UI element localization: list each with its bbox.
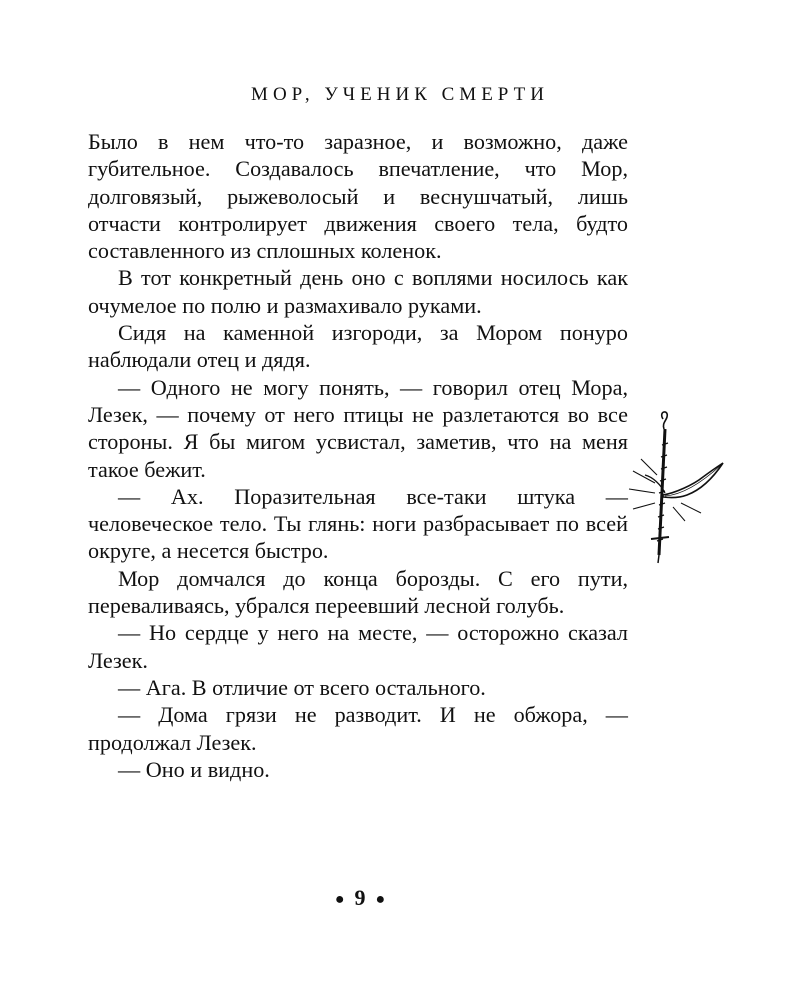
body-text [88, 128, 628, 783]
paragraph: — Но сердце у него на месте, — осторожно сказал Лезек. [88, 620, 628, 673]
running-head: МОР, УЧЕНИК СМЕРТИ [251, 84, 549, 105]
bullet-icon: ● [375, 890, 386, 908]
paragraph: Мор домчался до конца борозды. С его пути, переваливаясь, убрался переевший лесной голубь. [88, 565, 628, 619]
paragraph: — Одного не могу понять, — говорил отец Мора, Лезек, — почему от него птицы не разлетаются во все стороны. Я бы мигом усвистал, заметив, что на меня такое бежит. [88, 374, 628, 482]
page-number-value: 9 [354, 885, 366, 910]
scythe-ornament-icon [625, 405, 735, 570]
paragraph: Сидя на каменной изгороди, за Мором понуро наблюдали отец и дядя. [88, 320, 628, 373]
paragraph: — Ага. В отличие от всего остального. [118, 674, 486, 700]
paragraph: — Оно и видно. [118, 756, 270, 782]
page-number [0, 885, 720, 911]
paragraph: — Ах. Поразительная все-таки штука — человеческое тело. Ты глянь: ноги разбрасывает по всей округе, а несется быстро. [88, 483, 628, 564]
paragraph: Было в нем что-то заразное, и возможно, даже губительное. Создавалось впечатление, что Мор, долговязый, рыжеволосый и веснушчатый, лишь отчасти контролирует движения своего тела, будто составленного из сплошных коленок. [88, 129, 628, 264]
paragraph: — Дома грязи не разводит. И не обжора, — продолжал Лезек. [88, 702, 628, 755]
paragraph: В тот конкретный день оно с воплями носилось как очумелое по полю и размахивало руками. [88, 265, 628, 318]
bullet-icon: ● [334, 890, 345, 908]
